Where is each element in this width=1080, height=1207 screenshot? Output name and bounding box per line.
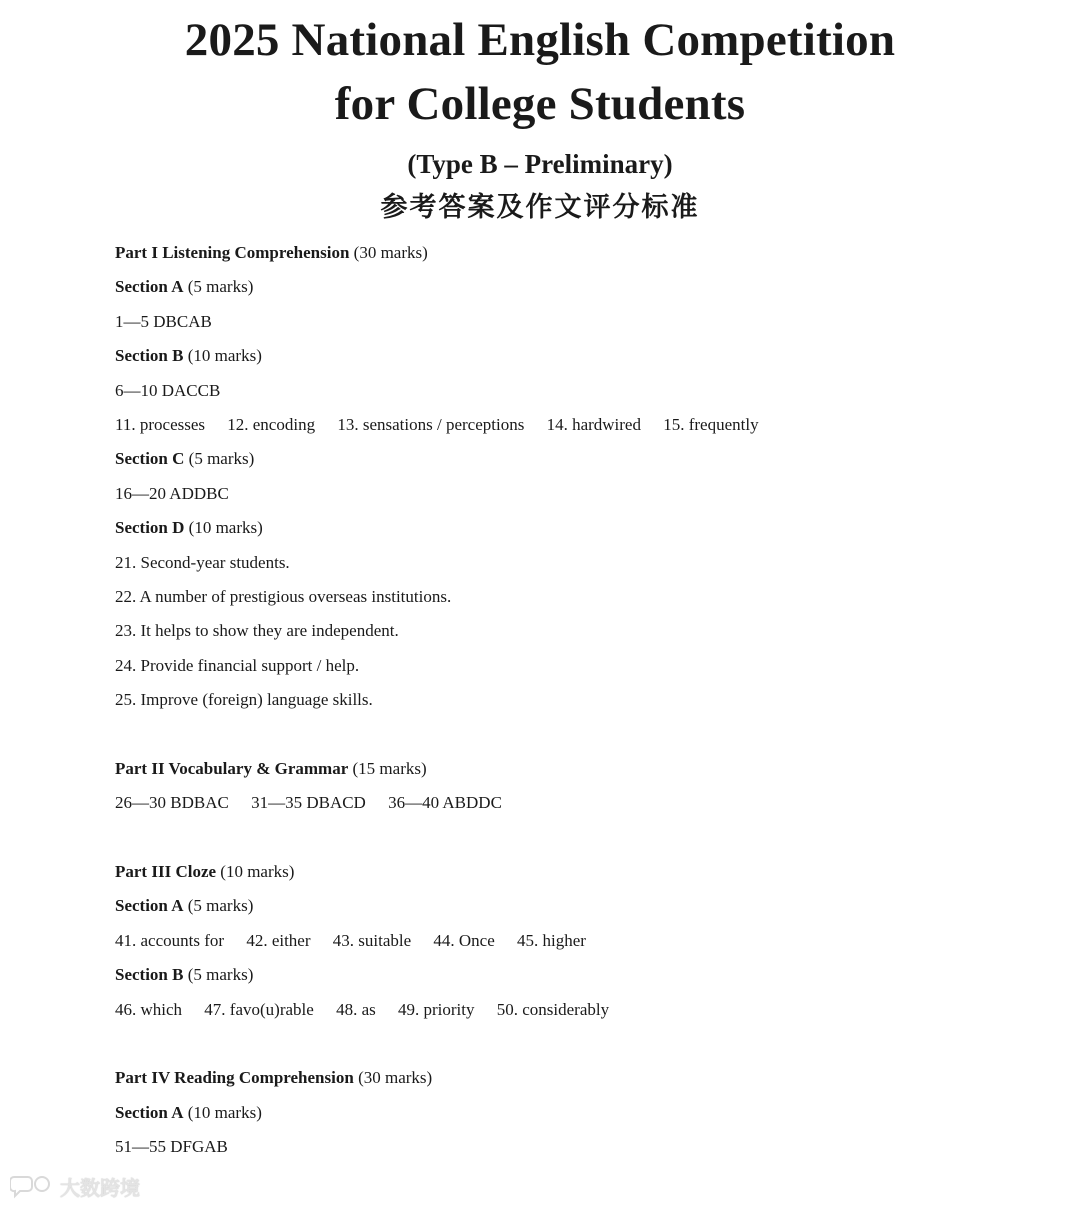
part3-heading: Part III Cloze (10 marks): [115, 862, 295, 882]
list-item: 45. higher: [517, 930, 586, 950]
speech-bubble-logo-icon: [10, 1173, 54, 1199]
list-item: 22. A number of prestigious overseas institutions.: [115, 586, 452, 606]
watermark-text: 大数跨境: [60, 1175, 140, 1200]
part2-heading: Part II Vocabulary & Grammar (15 marks): [115, 758, 427, 778]
list-item: 43. suitable: [332, 930, 412, 950]
list-item: 13. sensations / perceptions: [337, 414, 525, 434]
chinese-title: 参考答案及作文评分标准: [380, 192, 700, 223]
part3-section-a-heading: Section A (5 marks): [115, 896, 254, 916]
list-item: 11. processes: [115, 414, 206, 434]
spacer: [115, 717, 1015, 751]
part4-section-a-heading: Section A (10 marks): [115, 1102, 262, 1122]
part3-section-b-items: [115, 993, 1015, 1027]
part1-section-a-heading: Section A (5 marks): [115, 277, 254, 297]
list-item: 14. hardwired: [546, 414, 641, 434]
part2-answers: [115, 786, 1015, 820]
part1-section-c-heading: Section C (5 marks): [115, 449, 255, 469]
part1-heading: Part I Listening Comprehension (30 marks): [115, 243, 428, 262]
list-item: 46. which: [115, 999, 183, 1019]
part3-section-a-items: [115, 924, 1015, 958]
part1-section-b-heading: Section B (10 marks): [115, 346, 262, 366]
part4-heading: Part IV Reading Comprehension (30 marks): [115, 1068, 433, 1088]
answer-key-content: [115, 236, 1015, 1165]
list-item: 48. as: [336, 999, 376, 1019]
spacer: [115, 1027, 1015, 1061]
list-item: 50. considerably: [496, 999, 610, 1019]
part1-section-c-answers: 16—20 ADDBC: [115, 483, 229, 503]
part1-section-a-answers: 1—5 DBCAB: [115, 311, 212, 331]
document-header: [0, 0, 1080, 228]
list-item: 15. frequently: [663, 414, 759, 434]
list-item: 44. Once: [433, 930, 495, 950]
list-item: 24. Provide financial support / help.: [115, 655, 360, 675]
part1-section-d-heading: Section D (10 marks): [115, 518, 263, 538]
list-item: 31—35 DBACD: [251, 793, 366, 813]
part4-section-a-answers: 51—55 DFGAB: [115, 1137, 228, 1157]
watermark: [10, 1170, 140, 1202]
part1-section-b-answers: 6—10 DACCB: [115, 380, 221, 400]
part3-section-b-heading: Section B (5 marks): [115, 965, 254, 985]
subtitle: (Type B – Preliminary): [407, 149, 673, 179]
list-item: 36—40 ABDDC: [388, 793, 502, 813]
title-line-1: 2025 National English Competition: [184, 14, 896, 66]
list-item: 26—30 BDBAC: [115, 793, 229, 813]
list-item: 21. Second-year students.: [115, 552, 290, 572]
list-item: 47. favo(u)rable: [204, 999, 314, 1019]
spacer: [115, 821, 1015, 855]
title-line-2: for College Students: [334, 78, 746, 130]
list-item: 12. encoding: [227, 414, 316, 434]
list-item: 25. Improve (foreign) language skills.: [115, 690, 373, 710]
list-item: 41. accounts for: [115, 930, 225, 950]
part1-section-b-items: [115, 408, 1015, 442]
list-item: 23. It helps to show they are independent.: [115, 621, 399, 641]
list-item: 49. priority: [397, 999, 475, 1019]
list-item: 42. either: [246, 930, 311, 950]
